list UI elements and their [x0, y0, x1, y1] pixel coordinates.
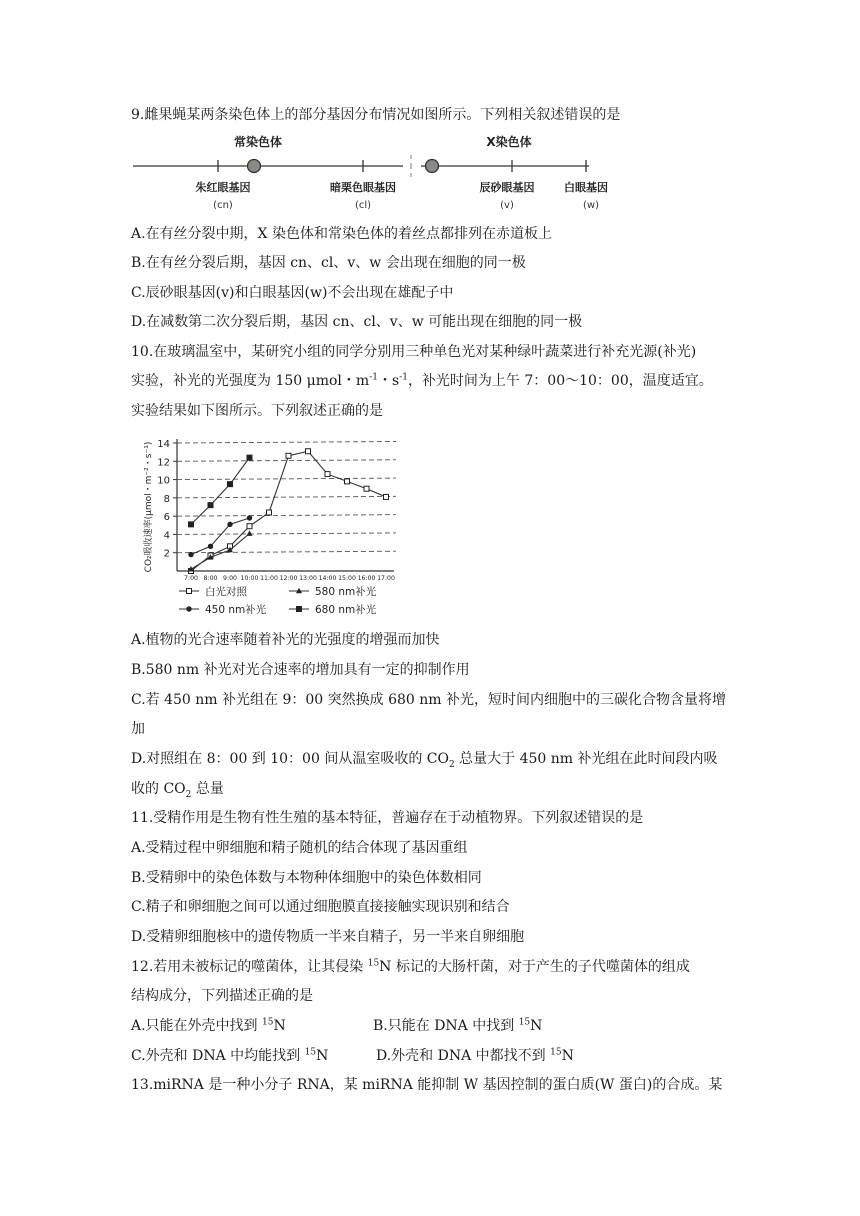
x-tick-label: 12:00	[279, 575, 298, 582]
data-point	[247, 524, 252, 529]
x-tick-label: 10:00	[240, 575, 259, 582]
q10-option-c-line2: 加	[131, 721, 145, 737]
q9-option-b: B.在有丝分裂后期，基因 cn、cl、v、w 会出现在细胞的同一极	[131, 255, 526, 271]
q12-line2: 结构成分，下列描述正确的是	[131, 988, 313, 1004]
data-point	[186, 606, 191, 611]
q12-option-d: D.外壳和 DNA 中都找不到 $^{15}$N	[376, 1047, 574, 1064]
series-line	[191, 518, 250, 555]
gene-cn-name: 朱红眼基因	[195, 181, 251, 194]
gridline	[177, 442, 396, 444]
q9-option-c: C.辰砂眼基因(v)和白眼基因(w)不会出现在雄配子中	[131, 285, 454, 301]
series-line	[191, 451, 386, 571]
gridline	[177, 478, 396, 480]
x-tick-label: 17:00	[377, 575, 395, 582]
gridline	[177, 533, 396, 535]
y-tick-label: 4	[163, 530, 170, 542]
q11-option-a: A.受精过程中卵细胞和精子随机的结合体现了基因重组	[131, 840, 468, 856]
q11-option-c: C.精子和卵细胞之间可以通过细胞膜直接接触实现识别和结合	[131, 899, 510, 915]
q12-option-a: A.只能在外壳中找到 $^{15}$N	[131, 1017, 286, 1034]
q9-stem: 9.雌果蝇某两条染色体上的部分基因分布情况如图所示。下列相关叙述错误的是	[131, 107, 621, 123]
x-chromosome-label: X染色体	[486, 135, 532, 149]
data-point	[188, 552, 193, 557]
q10-option-c-line1: C.若 450 nm 补光组在 9：00 突然换成 680 nm 补光，短时间内细胞中的三碳化合物含量将增	[131, 692, 727, 708]
legend-label: 680 nm补光	[315, 604, 377, 616]
data-point	[267, 510, 272, 515]
q11-option-d: D.受精卵细胞核中的遗传物质一半来自精子，另一半来自卵细胞	[131, 929, 525, 945]
chromosome-diagram	[131, 133, 621, 213]
x-tick-label: 9:00	[223, 575, 237, 582]
x-tick-label: 13:00	[299, 575, 317, 582]
gene-w-symbol: (w)	[583, 200, 599, 211]
series-line	[191, 458, 250, 525]
gene-cn-symbol: (cn)	[213, 200, 233, 211]
x-tick-label: 16:00	[357, 575, 376, 582]
legend-label: 450 nm补光	[205, 604, 267, 616]
y-tick-label: 6	[163, 512, 170, 524]
q10-line3: 实验结果如下图所示。下列叙述正确的是	[131, 403, 383, 419]
data-point	[364, 486, 369, 491]
y-tick-label: 12	[157, 457, 170, 469]
legend-label: 580 nm补光	[315, 586, 377, 598]
autosome-centromere	[248, 160, 261, 173]
co2-absorption-chart	[131, 433, 401, 623]
q10-option-d-line1: D.对照组在 8：00 到 10：00 间从温室吸收的 $CO_2$ 总量大于 450 nm 补光组在此时间段内吸	[131, 751, 718, 770]
x-tick-label: 14:00	[318, 575, 337, 582]
x-tick-label: 15:00	[338, 575, 356, 582]
gene-w-name: 白眼基因	[564, 181, 608, 194]
q10-option-d-line2: 收的 $CO_2$ 总量	[131, 781, 224, 800]
y-axis-label: CO₂吸收速率(μmol・m⁻²・s⁻¹)	[144, 441, 154, 573]
q10-line1: 10.在玻璃温室中，某研究小组的同学分别用三种单色光对某种绿叶蔬菜进行补充光源(补光)	[131, 344, 697, 360]
q12-option-b: B.只能在 DNA 中找到 $^{15}$N	[373, 1017, 543, 1034]
data-point	[187, 589, 192, 594]
q10-option-b: B.580 nm 补光对光合速率的增加具有一定的抑制作用	[131, 662, 470, 678]
q12-option-c: C.外壳和 DNA 中均能找到 $^{15}$N	[131, 1047, 329, 1064]
gridline	[177, 515, 396, 517]
q12-line1: 12.若用未被标记的噬菌体，让其侵染 $^{15}$N 标记的大肠杆菌，对于产生的子代噬菌体的组成	[131, 958, 690, 975]
gene-v-name: 辰砂眼基因	[479, 181, 535, 194]
gridline	[177, 496, 396, 498]
data-point	[325, 472, 330, 477]
legend-label: 白光对照	[205, 586, 247, 598]
q9-option-a: A.在有丝分裂中期，X 染色体和常染色体的着丝点都排列在赤道板上	[131, 226, 552, 242]
data-point	[247, 515, 252, 520]
q10-option-a: A.植物的光合速率随着补光的光强度的增强而加快	[131, 632, 440, 648]
data-point	[227, 522, 232, 527]
autosome-label: 常染色体	[233, 135, 283, 149]
data-point	[306, 449, 311, 454]
data-point	[247, 530, 253, 536]
data-point	[345, 479, 350, 484]
data-point	[384, 494, 389, 499]
y-tick-label: 14	[157, 439, 170, 450]
data-point	[208, 544, 213, 549]
q13-line1: 13.miRNA 是一种小分子 RNA，某 miRNA 能抑制 W 基因控制的蛋白质(W 蛋白)的合成。某	[131, 1077, 723, 1093]
data-point	[208, 502, 214, 508]
data-point	[296, 606, 302, 612]
data-point	[286, 453, 291, 458]
q11-stem: 11.受精作用是生物有性生殖的基本特征，普遍存在于动植物界。下列叙述错误的是	[131, 810, 644, 826]
x-tick-label: 7:00	[184, 575, 198, 582]
q11-option-b: B.受精卵中的染色体数与本物种体细胞中的染色体数相同	[131, 870, 482, 886]
x-tick-label: 8:00	[203, 575, 218, 582]
gene-v-symbol: (v)	[500, 200, 514, 211]
data-point	[227, 481, 233, 487]
gene-cl-symbol: (cl)	[354, 200, 372, 211]
q10-line2: 实验，补光的光强度为 150 μmol・$m^{-1}$・$s^{-1}$，补光时间为上午 7：00～10：00，温度适宜。	[131, 372, 713, 389]
y-tick-label: 2	[163, 548, 170, 560]
x-tick-label: 11:00	[260, 575, 278, 582]
x-centromere	[426, 160, 439, 173]
q9-option-d: D.在减数第二次分裂后期，基因 cn、cl、v、w 可能出现在细胞的同一极	[131, 314, 583, 330]
y-tick-label: 8	[163, 493, 170, 505]
y-tick-label: 10	[157, 475, 170, 487]
data-point	[188, 521, 194, 527]
gene-cl-name: 暗栗色眼基因	[330, 181, 396, 194]
data-point	[247, 455, 253, 461]
